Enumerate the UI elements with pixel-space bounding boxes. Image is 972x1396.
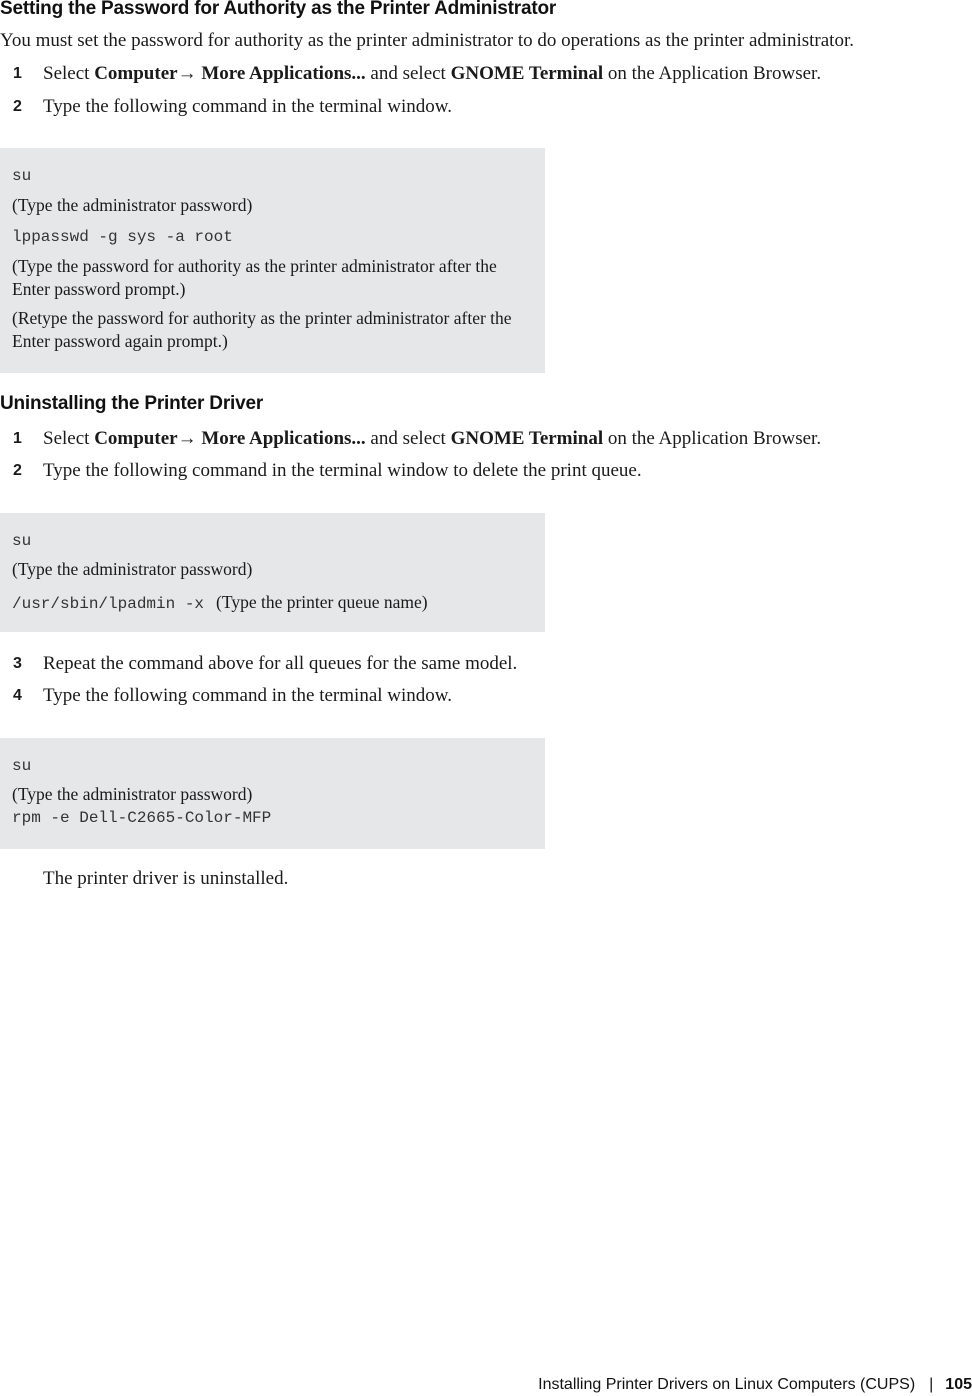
- step-text: [43, 62, 821, 86]
- code-note-admin-password: (Type the administrator password): [12, 784, 253, 804]
- app-gnome-terminal: GNOME Terminal: [450, 63, 604, 84]
- section-heading-uninstall: Uninstalling the Printer Driver: [0, 393, 264, 414]
- arrow-icon: →: [177, 63, 197, 84]
- step-number: 1: [13, 65, 22, 82]
- lpadmin-command: /usr/sbin/lpadmin -x: [12, 595, 205, 613]
- menu-computer: Computer: [94, 63, 178, 84]
- menu-more-applications: More Applications...: [196, 428, 366, 449]
- step-text-pre: Select: [43, 63, 95, 84]
- code-line-rpm: rpm -e Dell-C2665-Color-MFP: [12, 809, 272, 827]
- step-number: 2: [13, 98, 22, 115]
- code-line-lpadmin: [12, 591, 428, 614]
- step-number: 1: [13, 430, 22, 447]
- step-number: 4: [13, 687, 22, 704]
- step-text-post: on the Application Browser.: [603, 428, 822, 449]
- queue-name-note: (Type the printer queue name): [216, 592, 428, 612]
- step-text-post: on the Application Browser.: [603, 63, 822, 84]
- app-gnome-terminal: GNOME Terminal: [450, 428, 604, 449]
- code-line-lppasswd: lppasswd -g sys -a root: [12, 228, 233, 246]
- code-note-admin-password: (Type the administrator password): [12, 559, 253, 579]
- menu-computer: Computer: [94, 428, 178, 449]
- step-text-mid: and select: [365, 63, 451, 84]
- code-line-su: su: [12, 167, 32, 185]
- step-number: 2: [13, 462, 22, 479]
- step-number: 3: [13, 655, 22, 672]
- menu-more-applications: More Applications...: [196, 63, 366, 84]
- footer-title: Installing Printer Drivers on Linux Computers (CUPS): [538, 1376, 916, 1393]
- code-block-set-password: [0, 148, 545, 373]
- step-text: Repeat the command above for all queues for the same model.: [43, 653, 518, 674]
- code-block-delete-queue: [0, 513, 545, 632]
- step-text-mid: and select: [365, 428, 451, 449]
- step-text: Type the following command in the terminal window to delete the print queue.: [43, 460, 642, 481]
- code-note-retype-password: (Retype the password for authority as the printer administrator after the Enter password again prompt.): [12, 308, 512, 351]
- arrow-icon: →: [177, 428, 197, 449]
- footer-separator: |: [929, 1376, 934, 1393]
- code-line-su: su: [12, 532, 32, 550]
- code-note-enter-password: (Type the password for authority as the printer administrator after the Enter password prompt.): [12, 256, 497, 299]
- intro-paragraph: You must set the password for authority as the printer administrator to do operations as the printer administrator.: [0, 30, 854, 51]
- page-number: 105: [945, 1376, 972, 1393]
- step-text-pre: Select: [43, 428, 95, 449]
- step-text: [43, 427, 821, 451]
- result-text: The printer driver is uninstalled.: [43, 868, 289, 889]
- step-text: Type the following command in the terminal window.: [43, 96, 453, 117]
- code-line-su: su: [12, 757, 32, 775]
- step-text: Type the following command in the terminal window.: [43, 685, 453, 706]
- code-block-rpm-remove: [0, 738, 545, 849]
- page-footer: [538, 1374, 972, 1396]
- section-heading-set-password: Setting the Password for Authority as the Printer Administrator: [0, 0, 557, 19]
- code-note-admin-password: (Type the administrator password): [12, 195, 253, 215]
